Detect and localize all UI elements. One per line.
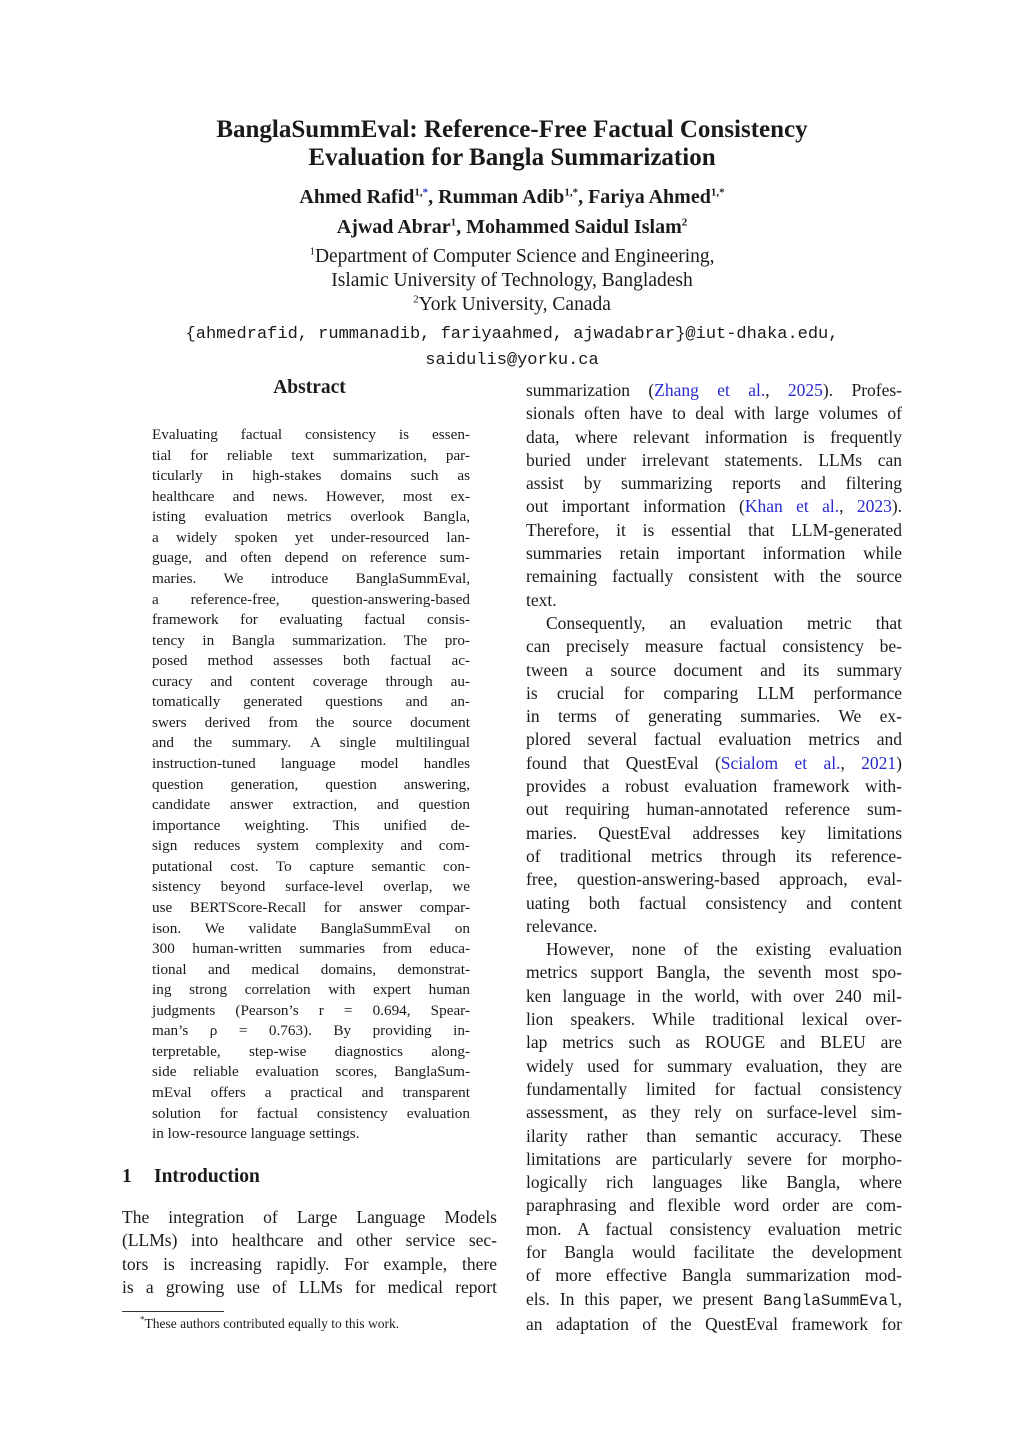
citation-link[interactable]: 2021 (861, 752, 897, 773)
footnote-link[interactable]: * (422, 186, 429, 199)
text-line (152, 795, 470, 816)
text-line (152, 1021, 470, 1042)
text-segment: fundamentally limited for factual consistency (526, 1078, 902, 1099)
intro-right-column (526, 379, 902, 1336)
author-name: Ahmed Rafid (299, 186, 415, 208)
affiliation-line: Islamic University of Technology, Bangladesh (331, 270, 693, 291)
text-line (526, 1218, 902, 1241)
citation-link[interactable]: Scialom et al. (720, 752, 841, 773)
text-line (526, 635, 902, 658)
text-segment: summaries retain important information while (526, 543, 902, 564)
text-line (152, 692, 470, 713)
text-segment: out requiring human-annotated reference sum- (526, 799, 902, 820)
text-segment: ken language in the world, with over 240 mil- (526, 985, 902, 1006)
text-segment: buried under irrelevant statements. LLMs can (526, 449, 902, 470)
text-segment: assist by summarizing reports and filtering (526, 473, 902, 494)
text-segment: ) (896, 752, 902, 773)
author-affil-sup: 1 (450, 216, 457, 229)
text-line (152, 877, 470, 898)
abstract-body (152, 425, 470, 1145)
text-segment: tency in Bangla summarization. The pro- (152, 631, 470, 649)
text-line (526, 519, 902, 542)
text-line (152, 507, 470, 528)
footnote-mark: * (140, 1314, 145, 1325)
text-line (152, 1104, 470, 1125)
text-line (526, 1313, 902, 1336)
text-line (526, 938, 902, 961)
text-line (526, 472, 902, 495)
text-segment: posed method assesses both factual ac- (152, 652, 470, 670)
affiliations (0, 245, 1024, 317)
text-segment: for Bangla would facilitate the development (526, 1241, 902, 1262)
text-segment: free, question-answering-based approach, eval- (526, 869, 902, 890)
text-line (152, 1001, 470, 1022)
text-line (526, 379, 902, 402)
text-segment: , (897, 1288, 902, 1309)
text-line (152, 548, 470, 569)
text-segment: provides a robust evaluation framework with- (526, 776, 902, 797)
text-line (526, 868, 902, 891)
text-line (152, 1124, 470, 1145)
text-segment: is a growing use of LLMs for medical report (122, 1276, 497, 1297)
text-line (152, 590, 470, 611)
text-segment: importance weighting. This unified de- (152, 816, 470, 834)
text-segment: assessment, as they rely on surface-level sim- (526, 1102, 902, 1123)
text-line (526, 1241, 902, 1264)
citation-link[interactable]: Zhang et al. (654, 380, 766, 400)
text-segment: man’s ρ = 0.763). By providing in- (152, 1022, 470, 1040)
text-line (152, 754, 470, 775)
text-segment: side reliable evaluation scores, BanglaSum- (152, 1063, 470, 1081)
text-line (526, 728, 902, 751)
text-line (526, 1194, 902, 1217)
text-line (152, 610, 470, 631)
abstract-heading: Abstract (273, 377, 346, 398)
author-list: Ahmed Rafid$^{1,*}$, Rumman Adib$^{1,*}$, Fariya Ahmed$^{1,*}$ Ajwad Abrar$^1$, Mohammed Saidul Islam$^2$ (299, 186, 725, 238)
text-segment: metrics support Bangla, the seventh most spo- (526, 962, 902, 983)
citation-link[interactable]: Khan et al. (744, 496, 840, 517)
text-segment: question generation, question answering, (152, 775, 470, 793)
text-segment: an adaptation of the QuestEval framework for (526, 1313, 902, 1334)
text-segment: limitations are particularly severe for morpho- (526, 1148, 902, 1169)
email-line: {ahmedrafid, rummanadib, fariyaahmed, ajwadabrar}@iut-dhaka.edu, (185, 325, 839, 344)
text-line (122, 1276, 497, 1299)
text-segment: lap metrics such as ROUGE and BLEU are (526, 1032, 902, 1053)
text-segment: Therefore, it is essential that LLM-generated (526, 519, 902, 540)
text-line (526, 495, 902, 518)
text-segment: relevance. (526, 915, 598, 936)
text-line (526, 985, 902, 1008)
title-line: Evaluation for Bangla Summarization (308, 144, 716, 171)
text-line (526, 1031, 902, 1054)
text-segment: can precisely measure factual consistency be- (526, 636, 902, 657)
text-line (526, 915, 902, 938)
text-segment: maries. QuestEval addresses key limitations (526, 822, 902, 843)
text-segment: ). (891, 496, 903, 517)
citation-link[interactable]: 2025 (787, 380, 823, 400)
text-line (152, 857, 470, 878)
text-segment: healthcare and news. However, most ex- (152, 487, 470, 505)
text-segment: tial for reliable text summarization, par- (152, 446, 470, 464)
footnote (140, 1316, 399, 1332)
text-segment: and the summary. A single multilingual (152, 734, 470, 752)
text-segment: sionals often have to deal with large volumes of (526, 403, 902, 424)
text-line (152, 733, 470, 754)
text-segment: , (839, 496, 857, 517)
text-line (526, 612, 902, 635)
text-segment: terpretable, step-wise diagnostics along- (152, 1042, 470, 1060)
text-line (152, 487, 470, 508)
text-line (526, 1101, 902, 1124)
text-segment: mon. A factual consistency evaluation metric (526, 1218, 902, 1239)
text-line (526, 426, 902, 449)
text-segment: is crucial for comparing LLM performance (526, 682, 902, 703)
text-segment: ). Profes- (822, 380, 903, 400)
text-segment: text. (526, 589, 557, 610)
author-name: Rumman Adib (438, 186, 565, 208)
affil-sup: 2 (413, 293, 419, 306)
text-segment: putational cost. To capture semantic con- (152, 857, 470, 875)
author-name: Fariya Ahmed (588, 186, 711, 208)
text-line (526, 1055, 902, 1078)
text-line (152, 939, 470, 960)
author-affil-sup: 1,* (710, 186, 725, 199)
text-line (526, 589, 902, 612)
text-line (152, 466, 470, 487)
text-segment: of traditional metrics through its reference- (526, 845, 902, 866)
text-segment: framework for evaluating factual consis- (152, 611, 470, 629)
text-line (526, 659, 902, 682)
text-line (526, 961, 902, 984)
text-segment: widely used for summary evaluation, they are (526, 1055, 902, 1076)
text-segment: sign reduces system complexity and com- (152, 837, 470, 855)
affil-sup: 1 (309, 245, 315, 258)
text-segment: maries. We introduce BanglaSummEval, (152, 569, 470, 587)
text-line (526, 752, 902, 775)
text-segment: guage, and often depend on reference sum- (152, 549, 470, 567)
text-line (152, 569, 470, 590)
text-segment: ing strong correlation with expert human (152, 981, 470, 999)
text-line (526, 542, 902, 565)
text-segment: use BERTScore-Recall for answer compar- (152, 898, 470, 916)
text-line (526, 1288, 902, 1313)
text-line (152, 1083, 470, 1104)
text-segment: isting evaluation metrics overlook Bangla, (152, 508, 470, 526)
text-segment: lion speakers. While traditional lexical over- (526, 1009, 902, 1030)
text-line (526, 822, 902, 845)
text-line (152, 713, 470, 734)
affiliation-line: York University, Canada (418, 294, 611, 315)
text-segment: a widely spoken yet under-resourced lan- (152, 528, 470, 546)
section-number: 1 (122, 1166, 132, 1187)
text-line (526, 1171, 902, 1194)
text-segment: tween a source document and its summary (526, 659, 902, 680)
text-line (152, 775, 470, 796)
author-name: Ajwad Abrar (336, 216, 451, 238)
affiliation-line: Department of Computer Science and Engineering, (314, 246, 715, 267)
text-line (152, 446, 470, 467)
text-segment: (LLMs) into healthcare and other service sec- (122, 1230, 497, 1251)
text-line (152, 631, 470, 652)
text-segment: mEval offers a practical and transparent (152, 1084, 470, 1101)
text-segment: ticularly in high-stakes domains such as (152, 467, 470, 485)
text-segment: 300 human-written summaries from educa- (152, 940, 470, 958)
text-line (526, 1264, 902, 1287)
text-line (152, 980, 470, 1001)
text-line (526, 798, 902, 821)
text-line (526, 1078, 902, 1101)
text-line (152, 919, 470, 940)
text-segment: tors is increasing rapidly. For example, there (122, 1253, 497, 1274)
text-line (526, 845, 902, 868)
text-segment: summarization ( (526, 380, 655, 400)
author-affil-sup: 1,* (564, 186, 579, 199)
email-line: saidulis@yorku.ca (425, 351, 599, 370)
section-title: Introduction (154, 1166, 260, 1187)
footnote-rule (122, 1311, 224, 1312)
title-line: BanglaSummEval: Reference-Free Factual Consistency (216, 116, 808, 143)
paper-title (0, 116, 1024, 172)
text-segment: els. In this paper, we present (526, 1288, 764, 1309)
intro-left-column (122, 1206, 497, 1299)
text-line (152, 898, 470, 919)
text-line (152, 960, 470, 981)
text-line (526, 565, 902, 588)
text-segment: in low-resource language settings. (152, 1125, 360, 1143)
emails (0, 322, 1024, 374)
text-line (122, 1253, 497, 1276)
text-line (152, 816, 470, 837)
text-segment: However, none of the existing evaluation (546, 939, 902, 960)
text-segment: instruction-tuned language model handles (152, 755, 470, 772)
text-segment: data, where relevant information is frequently (526, 426, 902, 447)
text-segment: sistency beyond surface-level overlap, we (152, 878, 470, 896)
text-segment: , (765, 380, 788, 400)
text-segment: swers derived from the source document (152, 713, 470, 731)
text-segment: remaining factually consistent with the source (526, 566, 902, 587)
text-line (152, 1062, 470, 1083)
text-line (152, 425, 470, 446)
section-heading (122, 1166, 260, 1188)
text-segment: ison. We validate BanglaSummEval on (152, 919, 470, 937)
text-segment: plored several factual evaluation metrics and (526, 729, 902, 750)
text-line (526, 1125, 902, 1148)
text-segment: uating both factual consistency and content (526, 892, 902, 913)
text-line (122, 1229, 497, 1252)
text-line (152, 528, 470, 549)
text-segment: in terms of generating summaries. We ex- (526, 706, 902, 727)
text-line (152, 836, 470, 857)
text-segment: curacy and content coverage through au- (152, 672, 470, 690)
text-segment: Evaluating factual consistency is essen- (152, 426, 470, 443)
text-segment: candidate answer extraction, and question (152, 796, 470, 814)
text-segment: tional and medical domains, demonstrat- (152, 960, 470, 978)
text-segment: found that QuestEval ( (526, 752, 721, 773)
author-affil-sup: 1, (414, 186, 423, 199)
text-segment: out important information ( (526, 496, 745, 517)
text-line (152, 651, 470, 672)
text-line (526, 705, 902, 728)
text-line (526, 682, 902, 705)
text-segment: tomatically generated questions and an- (152, 693, 470, 711)
author-affil-sup: 2 (681, 216, 688, 229)
text-line (526, 892, 902, 915)
text-line (152, 672, 470, 693)
text-line (526, 449, 902, 472)
text-line (122, 1206, 497, 1229)
code-term: BanglaSummEval (763, 1291, 898, 1310)
text-line (526, 402, 902, 425)
text-segment: solution for factual consistency evaluation (152, 1104, 470, 1122)
text-segment: The integration of Large Language Models (122, 1207, 497, 1227)
text-segment: logically rich languages like Bangla, where (526, 1172, 902, 1193)
text-segment: of more effective Bangla summarization mod- (526, 1265, 902, 1286)
text-segment: ilarity rather than semantic accuracy. These (526, 1125, 902, 1146)
text-line (526, 1008, 902, 1031)
text-line (526, 1148, 902, 1171)
footnote-text: These authors contributed equally to this work. (144, 1316, 400, 1331)
text-segment: a reference-free, question-answering-based (152, 590, 470, 608)
text-line (526, 775, 902, 798)
text-segment: Consequently, an evaluation metric that (546, 612, 902, 633)
citation-link[interactable]: 2023 (856, 496, 892, 517)
text-line (152, 1042, 470, 1063)
text-segment: , (840, 752, 862, 773)
text-segment: judgments (Pearson’s r = 0.694, Spear- (152, 1001, 470, 1019)
author-name: Mohammed Saidul Islam (466, 216, 682, 238)
text-segment: paraphrasing and flexible word order are com- (526, 1195, 902, 1216)
